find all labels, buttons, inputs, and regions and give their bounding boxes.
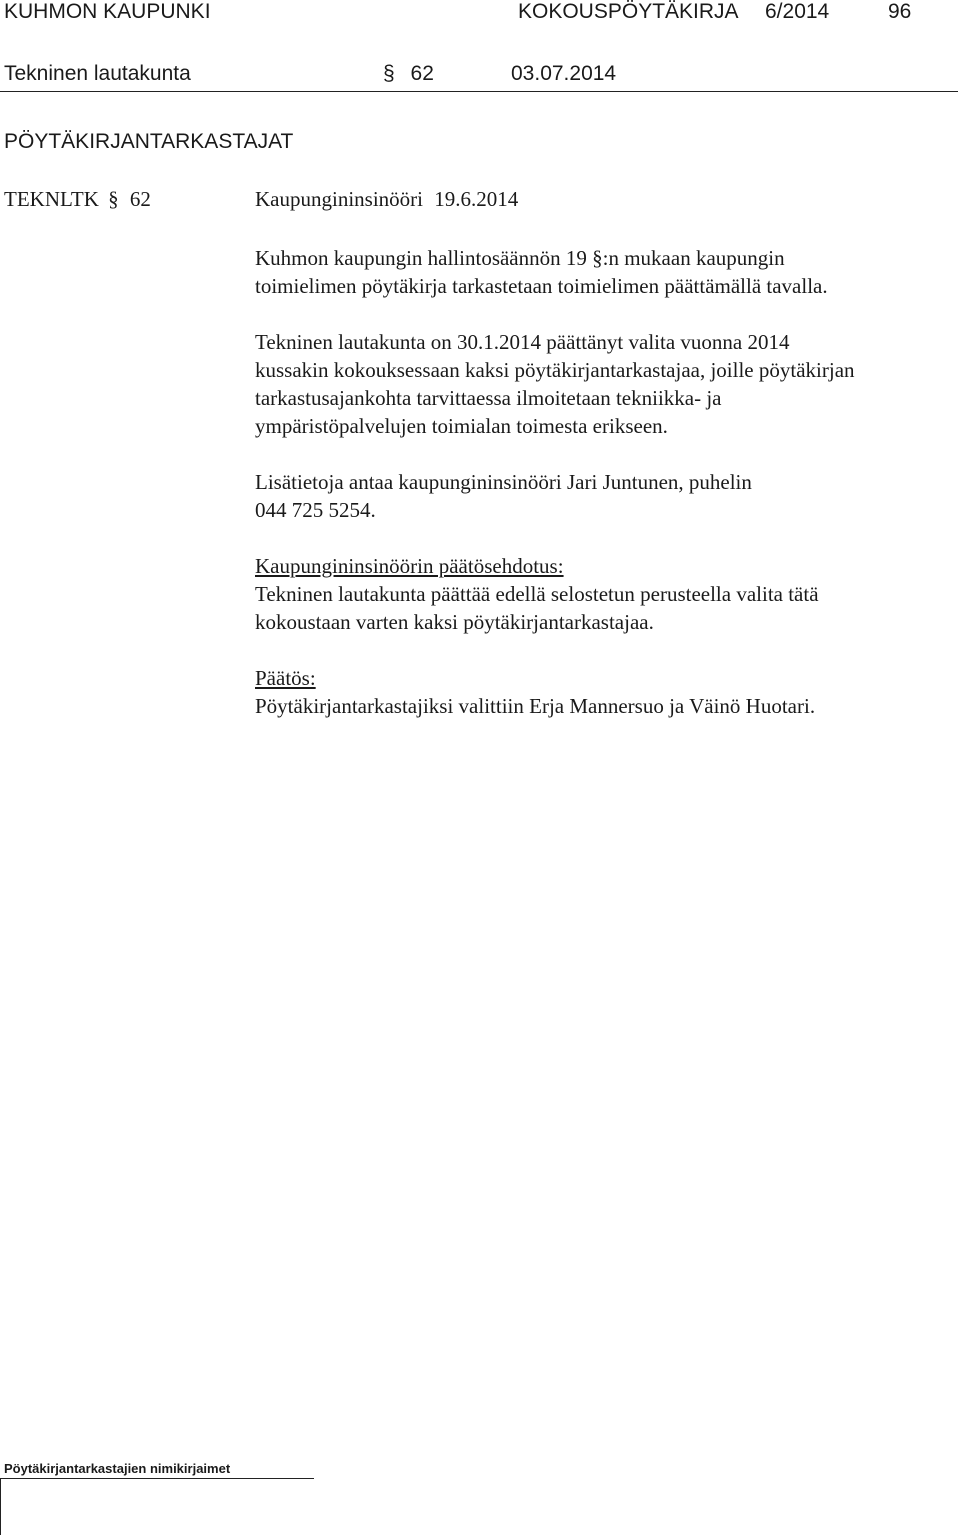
header-divider bbox=[0, 91, 958, 92]
paragraph-line: ympäristöpalvelujen toimialan toimesta erikseen. bbox=[255, 414, 668, 438]
section-number: 62 bbox=[410, 62, 434, 85]
item-reference bbox=[4, 187, 151, 212]
proposal-section bbox=[255, 552, 819, 636]
paragraph-line: toimielimen pöytäkirja tarkastetaan toimielimen päättämällä tavalla. bbox=[255, 274, 828, 298]
signatures-label: Pöytäkirjantarkastajien nimikirjaimet bbox=[4, 1461, 231, 1476]
item-ref-code: TEKNLTK bbox=[4, 187, 99, 211]
paragraph-line: Tekninen lautakunta on 30.1.2014 päättänyt valita vuonna 2014 bbox=[255, 330, 790, 354]
organization-name: KUHMON KAUPUNKI bbox=[4, 0, 211, 23]
paragraph-line: :n mukaan kaupungin bbox=[602, 246, 785, 270]
meeting-date: 03.07.2014 bbox=[511, 62, 617, 85]
document-type: KOKOUSPÖYTÄKIRJA bbox=[518, 0, 739, 23]
preparer-name: Kaupungininsinööri bbox=[255, 187, 423, 211]
decision-heading: Päätös: bbox=[255, 666, 316, 690]
paragraph-line: tarkastusajankohta tarvittaessa ilmoitetaan tekniikka- ja bbox=[255, 386, 722, 410]
paragraph-line: 044 725 5254. bbox=[255, 498, 376, 522]
paragraph-line: Kuhmon kaupungin hallintosäännön 19 bbox=[255, 246, 587, 270]
page-number: 96 bbox=[888, 0, 912, 23]
paragraph-contact bbox=[255, 468, 752, 524]
item-title: PÖYTÄKIRJANTARKASTAJAT bbox=[4, 130, 294, 153]
paragraph-line: Tekninen lautakunta päättää edellä selostetun perusteella valita tätä bbox=[255, 582, 819, 606]
paragraph-line: Lisätietoja antaa kaupungininsinööri Jari Juntunen, puhelin bbox=[255, 470, 752, 494]
section-sign-icon bbox=[592, 246, 603, 270]
board-name: Tekninen lautakunta bbox=[4, 62, 191, 85]
proposal-heading: Kaupungininsinöörin päätösehdotus: bbox=[255, 554, 564, 578]
section-reference bbox=[383, 62, 434, 86]
document-number: 6/2014 bbox=[765, 0, 830, 23]
paragraph-rules bbox=[255, 244, 828, 300]
section-sign-icon bbox=[108, 187, 119, 211]
decision-section bbox=[255, 664, 815, 720]
paragraph-background bbox=[255, 328, 855, 440]
paragraph-line: Pöytäkirjantarkastajiksi valittiin Erja Mannersuo ja Väinö Huotari. bbox=[255, 694, 816, 718]
signature-box-top-border bbox=[0, 1478, 314, 1479]
paragraph-line: kokoustaan varten kaksi pöytäkirjantarkastajaa. bbox=[255, 610, 654, 634]
signature-box-left-border bbox=[0, 1478, 1, 1535]
prepared-date: 19.6.2014 bbox=[434, 187, 519, 211]
item-preparer bbox=[255, 187, 518, 212]
paragraph-line: kussakin kokouksessaan kaksi pöytäkirjantarkastajaa, joille pöytäkirjan bbox=[255, 358, 855, 382]
section-sign-icon bbox=[383, 62, 395, 85]
item-ref-number: 62 bbox=[129, 187, 151, 211]
